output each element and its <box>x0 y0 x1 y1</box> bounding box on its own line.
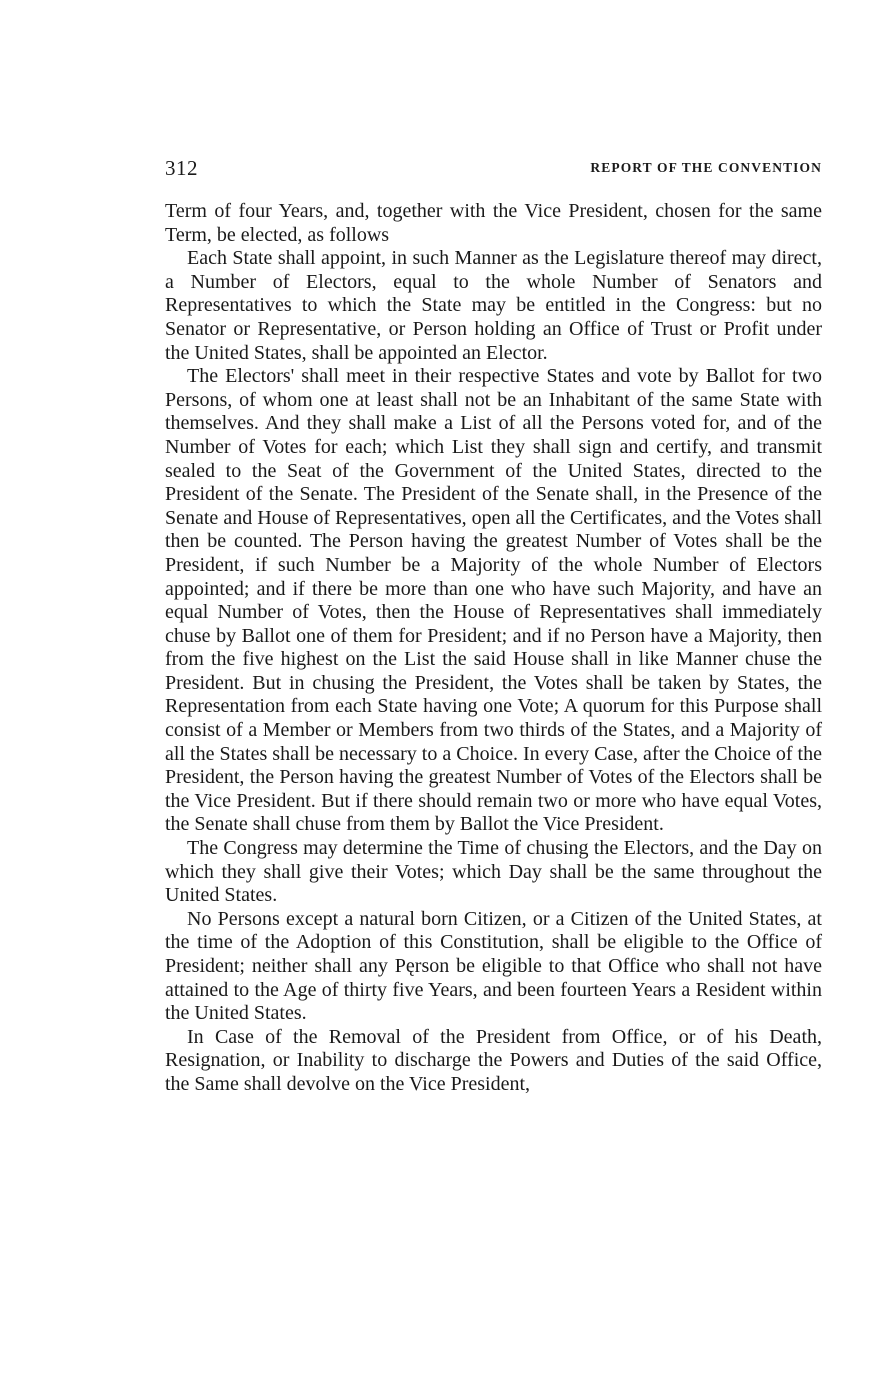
running-head <box>165 156 822 182</box>
running-title: REPORT OF THE CONVENTION <box>590 160 822 175</box>
paragraph-succession: In Case of the Removal of the President from Office, or of his Death, Resignation, or Inability to discharge the Powers and Duties of the said Office, the Same shall devolve on the Vice President, <box>165 1025 822 1095</box>
body-text <box>165 200 822 1097</box>
paragraph-electors-appointment: Each State shall appoint, in such Manner as the Legislature thereof may direct, a Number of Electors, equal to the whole Number of Senators and Representatives to which the State may be entitled in the Congress: but no Senator or Representative, or Person holding an Office of Trust or Profit under the United States, shall be appointed an Elector. <box>165 247 822 364</box>
paragraph-election-time: The Congress may determine the Time of chusing the Electors, and the Day on which they shall give their Votes; which Day shall be the same throughout the United States. <box>165 837 822 907</box>
paragraph-electors-voting: The Electors' shall meet in their respective States and vote by Ballot for two Persons, of whom one at least shall not be an Inhabitant of the same State with themselves. And they shall make a List of all the Persons voted for, and of the Number of Votes for each; which List they shall sign and certify, and transmit sealed to the Seat of the Government of the United States, directed to the President of the Senate. The President of the Senate shall, in the Presence of the Senate and House of Representatives, open all the Certificates, and the Votes shall then be counted. The Person having the greatest Number of Votes shall be the President, if such Number be a Majority of the whole Number of Electors appointed; and if there be more than one who have such Majority, and have an equal Number of Votes, then the House of Representatives shall immediately chuse by Ballot one of them for President; and if no Person have a Majority, then from the five highest on the List the said House shall in like Manner chuse the President. But in chusing the President, the Votes shall be taken by States, the Representation from each State having one Vote; A quorum for this Purpose shall consist of a Member or Members from two thirds of the States, and a Majority of all the States shall be necessary to a Choice. In every Case, after the Choice of the President, the Person having the greatest Number of Votes of the Electors shall be the Vice President. But if there should remain two or more who have equal Votes, the Senate shall chuse from them by Ballot the Vice President. <box>165 365 822 836</box>
page-number: 312 <box>165 156 198 180</box>
paragraph-continued-term: Term of four Years, and, together with the Vice President, chosen for the same Term, be elected, as follows <box>165 200 822 246</box>
paragraph-eligibility: No Persons except a natural born Citizen, or a Citizen of the United States, at the time of the Adoption of this Constitution, shall be eligible to the Office of President; neither shall any Pęrson be eligible to that Office who shall not have attained to the Age of thirty five Years, and been fourteen Years a Resident within the United States. <box>165 907 822 1025</box>
